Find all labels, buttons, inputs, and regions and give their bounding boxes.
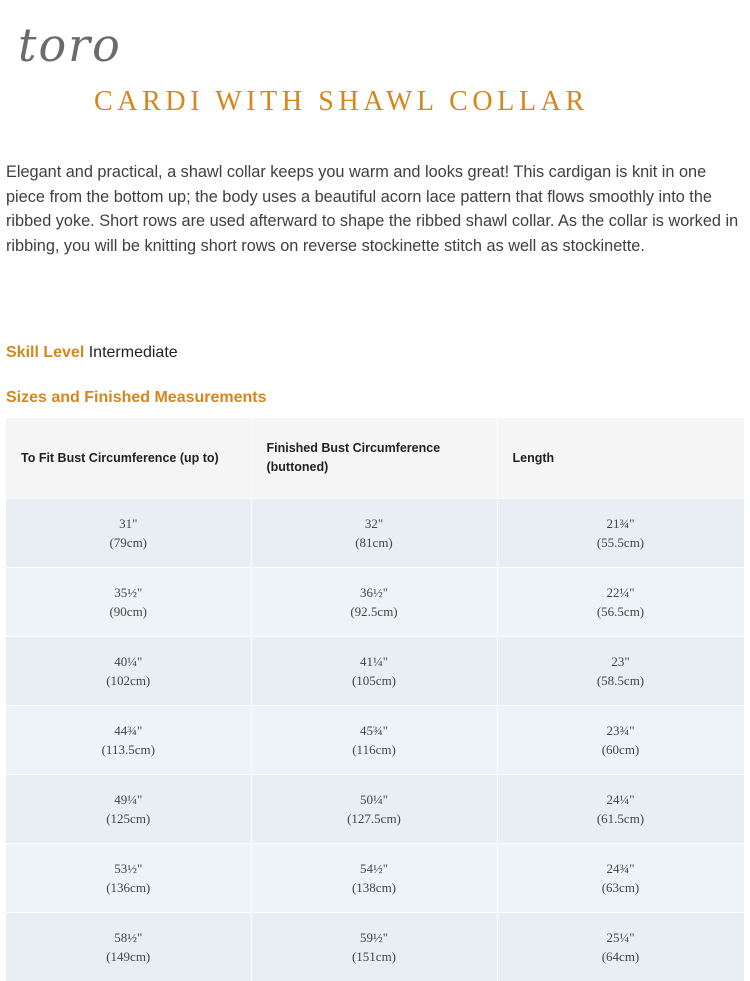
- measurement-inches: 22¼": [498, 583, 744, 602]
- measurement-inches: 53½": [6, 859, 251, 878]
- measurement-inches: 23": [498, 652, 744, 671]
- table-row: [6, 568, 744, 637]
- cell-bust: [6, 499, 251, 568]
- skill-level-value: Intermediate: [89, 344, 178, 361]
- table-row: [6, 706, 744, 775]
- cell-bust: [6, 706, 251, 775]
- measurement-cm: (90cm): [6, 602, 251, 621]
- measurement-cm: (116cm): [252, 740, 497, 759]
- column-header-finished-bust: Finished Bust Circumference (buttoned): [251, 418, 497, 499]
- column-header-bust: To Fit Bust Circumference (up to): [6, 418, 251, 499]
- cell-bust: [6, 637, 251, 706]
- page-title: CARDI WITH SHAWL COLLAR: [94, 88, 694, 116]
- skill-level: [6, 343, 178, 363]
- measurement-cm: (63cm): [498, 878, 744, 897]
- measurement-cm: (56.5cm): [498, 602, 744, 621]
- table-row: [6, 637, 744, 706]
- measurement-cm: (64cm): [498, 947, 744, 966]
- measurement-inches: 49¼": [6, 790, 251, 809]
- sizes-heading: Sizes and Finished Measurements: [6, 388, 267, 408]
- cell-finished-bust: [251, 775, 497, 844]
- cell-finished-bust: [251, 913, 497, 981]
- measurement-inches: 23¾": [498, 721, 744, 740]
- skill-level-label: Skill Level: [6, 344, 84, 361]
- cell-length: [497, 499, 744, 568]
- measurement-inches: 45¾": [252, 721, 497, 740]
- measurement-cm: (138cm): [252, 878, 497, 897]
- cell-finished-bust: [251, 706, 497, 775]
- cell-bust: [6, 568, 251, 637]
- measurement-cm: (151cm): [252, 947, 497, 966]
- measurement-inches: 21¾": [498, 514, 744, 533]
- measurement-cm: (60cm): [498, 740, 744, 759]
- cell-length: [497, 706, 744, 775]
- measurement-inches: 24¾": [498, 859, 744, 878]
- measurement-inches: 59½": [252, 928, 497, 947]
- measurement-inches: 41¼": [252, 652, 497, 671]
- cell-finished-bust: [251, 637, 497, 706]
- cell-length: [497, 775, 744, 844]
- measurement-inches: 40¼": [6, 652, 251, 671]
- sizes-table: [6, 418, 745, 981]
- measurement-inches: 58½": [6, 928, 251, 947]
- measurement-cm: (61.5cm): [498, 809, 744, 828]
- intro-paragraph: Elegant and practical, a shawl collar keeps you warm and looks great! This cardigan is knit in one piece from the bottom up; the body uses a beautiful acorn lace pattern that flows smoothly into the ribbed yoke. Short rows are used afterward to shape the ribbed shawl collar. As the collar is worked in ribbing, you will be knitting short rows on reverse stockinette stitch as well as stockinette.: [6, 160, 744, 258]
- cell-bust: [6, 913, 251, 981]
- measurement-cm: (127.5cm): [252, 809, 497, 828]
- table-row: [6, 913, 744, 981]
- measurement-inches: 44¾": [6, 721, 251, 740]
- cell-bust: [6, 844, 251, 913]
- cell-finished-bust: [251, 568, 497, 637]
- brand-logo: toro: [18, 22, 122, 68]
- measurement-inches: 31": [6, 514, 251, 533]
- cell-length: [497, 637, 744, 706]
- measurement-inches: 32": [252, 514, 497, 533]
- cell-length: [497, 568, 744, 637]
- measurement-cm: (102cm): [6, 671, 251, 690]
- measurement-inches: 25¼": [498, 928, 744, 947]
- table-row: [6, 844, 744, 913]
- table-header-row: [6, 418, 744, 499]
- measurement-inches: 24¼": [498, 790, 744, 809]
- measurement-inches: 54½": [252, 859, 497, 878]
- measurement-cm: (81cm): [252, 533, 497, 552]
- measurement-cm: (113.5cm): [6, 740, 251, 759]
- measurement-cm: (79cm): [6, 533, 251, 552]
- measurement-inches: 36½": [252, 583, 497, 602]
- measurement-inches: 35½": [6, 583, 251, 602]
- cell-length: [497, 844, 744, 913]
- table-row: [6, 499, 744, 568]
- cell-length: [497, 913, 744, 981]
- cell-bust: [6, 775, 251, 844]
- measurement-cm: (136cm): [6, 878, 251, 897]
- cell-finished-bust: [251, 844, 497, 913]
- cell-finished-bust: [251, 499, 497, 568]
- column-header-length: Length: [497, 418, 744, 499]
- measurement-cm: (149cm): [6, 947, 251, 966]
- table-row: [6, 775, 744, 844]
- measurement-cm: (92.5cm): [252, 602, 497, 621]
- measurement-cm: (105cm): [252, 671, 497, 690]
- measurement-cm: (58.5cm): [498, 671, 744, 690]
- measurement-inches: 50¼": [252, 790, 497, 809]
- measurement-cm: (55.5cm): [498, 533, 744, 552]
- measurement-cm: (125cm): [6, 809, 251, 828]
